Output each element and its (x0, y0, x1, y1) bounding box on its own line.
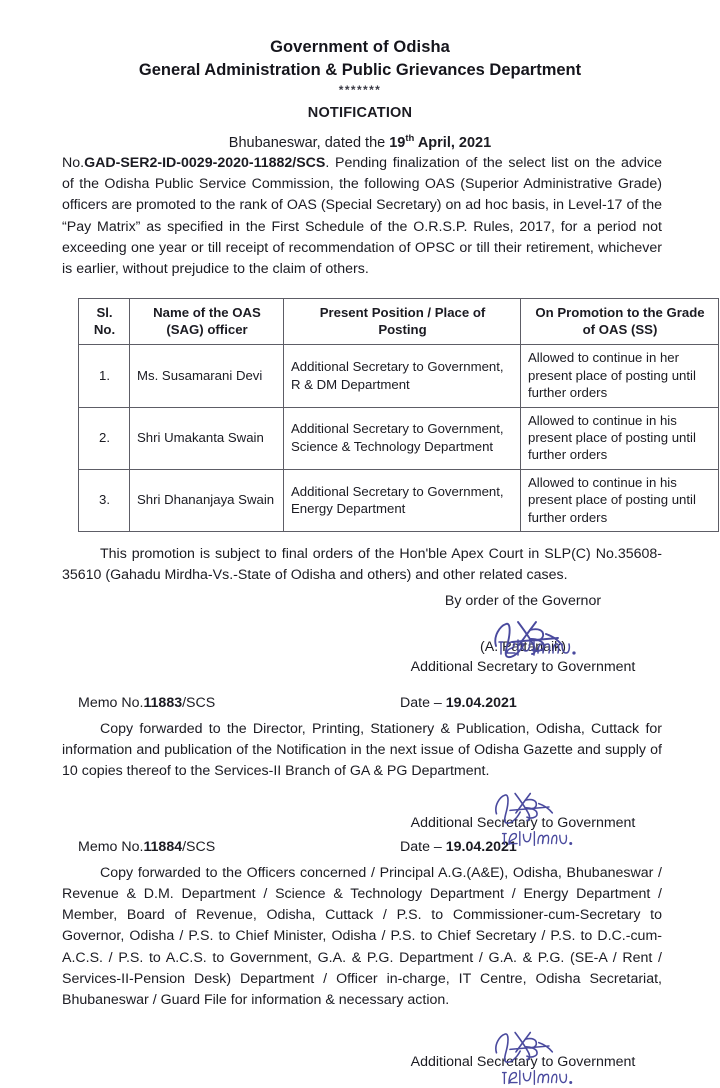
reference-prefix: No. (62, 154, 85, 171)
memo-label-prefix: Memo No. (78, 838, 144, 855)
asterisk-separator: ******* (338, 83, 382, 97)
notification-body-text: . Pending finalization of the select list on the advice of the Odisha Public Service Commission, the following OAS (Superior Administrative Grade) officers are promoted to the rank of OAS (Special Secretary) on ad hoc basis, in Level-17 of the “Pay Matrix” as specified in the First Schedule of the O.R.S.P. Rules, 2017, for a period not exceeding one year or till receipt of recommendation of OPSC or till their retirement, whichever is earlier, without prejudice to the claim of others. (62, 154, 662, 278)
position-header-line1: Present Position / Place of (319, 304, 486, 320)
cell-present-position: Additional Secretary to Government, Science & Technology Department (284, 407, 521, 469)
column-header-present-position (284, 298, 521, 345)
memo-number-suffix: /SCS (182, 694, 216, 711)
promotion-header-line2: of OAS (SS) (582, 322, 658, 338)
memo-1-body-container (0, 719, 720, 783)
spacer (0, 677, 720, 693)
cell-sl-no: 2. (79, 407, 130, 469)
signature-block-1 (358, 591, 688, 677)
cell-present-position: Additional Secretary to Government, Energy Department (284, 469, 521, 531)
place-and-date-line (0, 129, 720, 153)
memo-date-value: 19.04.2021 (445, 838, 517, 855)
cell-on-promotion: Allowed to continue in his present place of posting until further orders (521, 469, 719, 531)
table-header-row (79, 298, 719, 345)
memo-date-1 (400, 693, 662, 713)
officers-table (78, 298, 719, 532)
department-title: General Administration & Public Grievances Department (138, 61, 582, 79)
memo-label-prefix: Memo No. (78, 694, 144, 711)
signature-block-3 (358, 1052, 688, 1072)
memo-number-value: 11883 (143, 694, 183, 711)
court-note-paragraph: This promotion is subject to final orders of the Hon'ble Apex Court in SLP(C) No.35608-35610 (Gahadu Mirdha-Vs.-State of Odisha and others) and other related cases. (62, 546, 662, 584)
officers-table-container (0, 298, 720, 532)
signatory-title: Additional Secretary to Government (410, 658, 636, 675)
table-row (79, 345, 719, 407)
table-row (79, 469, 719, 531)
document-header (0, 0, 720, 153)
main-body (0, 153, 720, 281)
memo-number-suffix: /SCS (182, 838, 216, 855)
cell-sl-no: 3. (79, 469, 130, 531)
sl-no-line2: No. (93, 322, 116, 338)
signature-gap (358, 611, 688, 637)
cell-officer-name: Ms. Susamarani Devi (130, 345, 284, 407)
signatory-title: Additional Secretary to Government (410, 814, 636, 831)
date-day-suffix: th (405, 133, 415, 144)
cell-officer-name: Shri Dhananjaya Swain (130, 469, 284, 531)
name-header-line1: Name of the OAS (153, 304, 261, 320)
memo-1-body: Copy forwarded to the Director, Printing, Stationery & Publication, Odisha, Cuttack for information and publication of the Notification in the next issue of Odisha Gazette and supply of 10 copies thereof to the Services-II Branch of GA & PG Department. (62, 720, 662, 780)
memo-number-value: 11884 (143, 838, 183, 855)
by-order-of-governor: By order of the Governor (444, 592, 602, 609)
document-type-heading: NOTIFICATION (307, 105, 413, 121)
table-body (79, 345, 719, 532)
notification-paragraph (62, 153, 662, 281)
government-title: Government of Odisha (270, 38, 450, 56)
column-header-name (130, 298, 284, 345)
date-month-year: April, 2021 (414, 134, 492, 151)
signatory-title: Additional Secretary to Government (410, 1053, 636, 1070)
promotion-header-line1: On Promotion to the Grade (535, 304, 705, 320)
court-note-container (0, 544, 720, 587)
place-prefix: Bhubaneswar, dated the (228, 134, 390, 151)
cell-on-promotion: Allowed to continue in his present place of posting until further orders (521, 407, 719, 469)
date-day: 19 (389, 134, 406, 151)
name-header-line2: (SAG) officer (166, 322, 248, 338)
column-header-sl-no (79, 298, 130, 345)
memo-number-2 (78, 837, 400, 857)
signatory-name: (A. Pattanaik) (480, 638, 566, 655)
memo-2-body: Copy forwarded to the Officers concerned / Principal A.G.(A&E), Odisha, Bhubaneswar / Revenue & D.M. Department / Science & Technology Department / Energy Department / Member, Board of Revenue, Odisha, Cuttack / P.S. to Commissioner-cum-Secretary to Governor, Odisha / P.S. to Chief Minister, Odisha / P.S. to Chief Secretary / P.S. to D.C.-cum- A.C.S. / P.S. to A.C.S. to Government, G.A. & P.G. Department / G.A. & P.G. (SE-A / Rent / Services-II-Pension Desk) Department / Officer in-charge, IT Centre, Odisha Secretariat, Bhubaneswar / Guard File for information & necessary action. (62, 864, 662, 1009)
sl-no-line1: Sl. (96, 304, 113, 320)
cell-officer-name: Shri Umakanta Swain (130, 407, 284, 469)
column-header-on-promotion (521, 298, 719, 345)
reference-number: GAD-SER2-ID-0029-2020-11882/SCS (84, 154, 326, 171)
position-header-line2: Posting (378, 322, 427, 338)
signature-block-2 (358, 813, 688, 833)
memo-date-2 (400, 837, 662, 857)
memo-2-body-container (0, 863, 720, 1012)
memo-date-label: Date – (400, 838, 446, 855)
table-header-row-group (79, 298, 719, 345)
memo-date-value: 19.04.2021 (445, 694, 517, 711)
memo-number-1 (78, 693, 400, 713)
cell-sl-no: 1. (79, 345, 130, 407)
memo-row-1 (0, 693, 720, 713)
memo-date-label: Date – (400, 694, 446, 711)
memo-row-2 (0, 837, 720, 857)
cell-on-promotion: Allowed to continue in her present place of posting until further orders (521, 345, 719, 407)
cell-present-position: Additional Secretary to Government, R & DM Department (284, 345, 521, 407)
table-row (79, 407, 719, 469)
